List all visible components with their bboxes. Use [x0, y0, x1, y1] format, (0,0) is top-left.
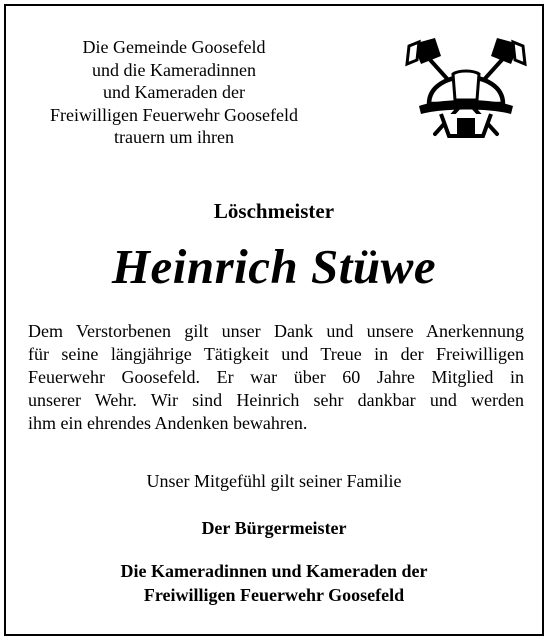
intro-line: und Kameraden der — [103, 82, 245, 102]
brigade-signoff — [6, 559, 542, 607]
deceased-rank: Löschmeister — [213, 199, 335, 223]
tribute-text — [28, 320, 524, 435]
intro-line: und die Kameradinnen — [92, 59, 256, 80]
tribute-line: unserer Wehr. Wir sind Heinrich sehr dankbar und werden — [28, 390, 524, 410]
tribute-line: Feuerwehr Goosefeld. Er war über 60 Jahre Mitglied in — [28, 367, 524, 387]
intro-line: Freiwilligen Feuerwehr Goosefeld — [50, 104, 298, 125]
fire-brigade-helmet-axes-icon — [401, 38, 531, 146]
tribute-line: ihm ein ehrendes Andenken bewahren. — [28, 413, 308, 433]
intro-line: Die Gemeinde Goosefeld — [82, 37, 266, 57]
intro-line: trauern um ihren — [114, 127, 234, 147]
tribute-line: Dem Verstorbenen gilt unser Dank und unsere Anerkennung — [28, 321, 524, 341]
intro-text — [24, 36, 324, 149]
sympathy-line: Unser Mitgefühl gilt seiner Familie — [146, 471, 402, 491]
signoff-line: Die Kameradinnen und Kameraden der — [120, 561, 428, 581]
obituary-notice — [4, 4, 544, 636]
mayor-signature: Der Bürgermeister — [201, 518, 347, 538]
deceased-name: Heinrich Stüwe — [111, 239, 437, 294]
tribute-line: für seine längjährige Tätigkeit und Treue in der Freiwilligen — [28, 344, 524, 364]
signoff-line: Freiwilligen Feuerwehr Goosefeld — [143, 585, 405, 605]
